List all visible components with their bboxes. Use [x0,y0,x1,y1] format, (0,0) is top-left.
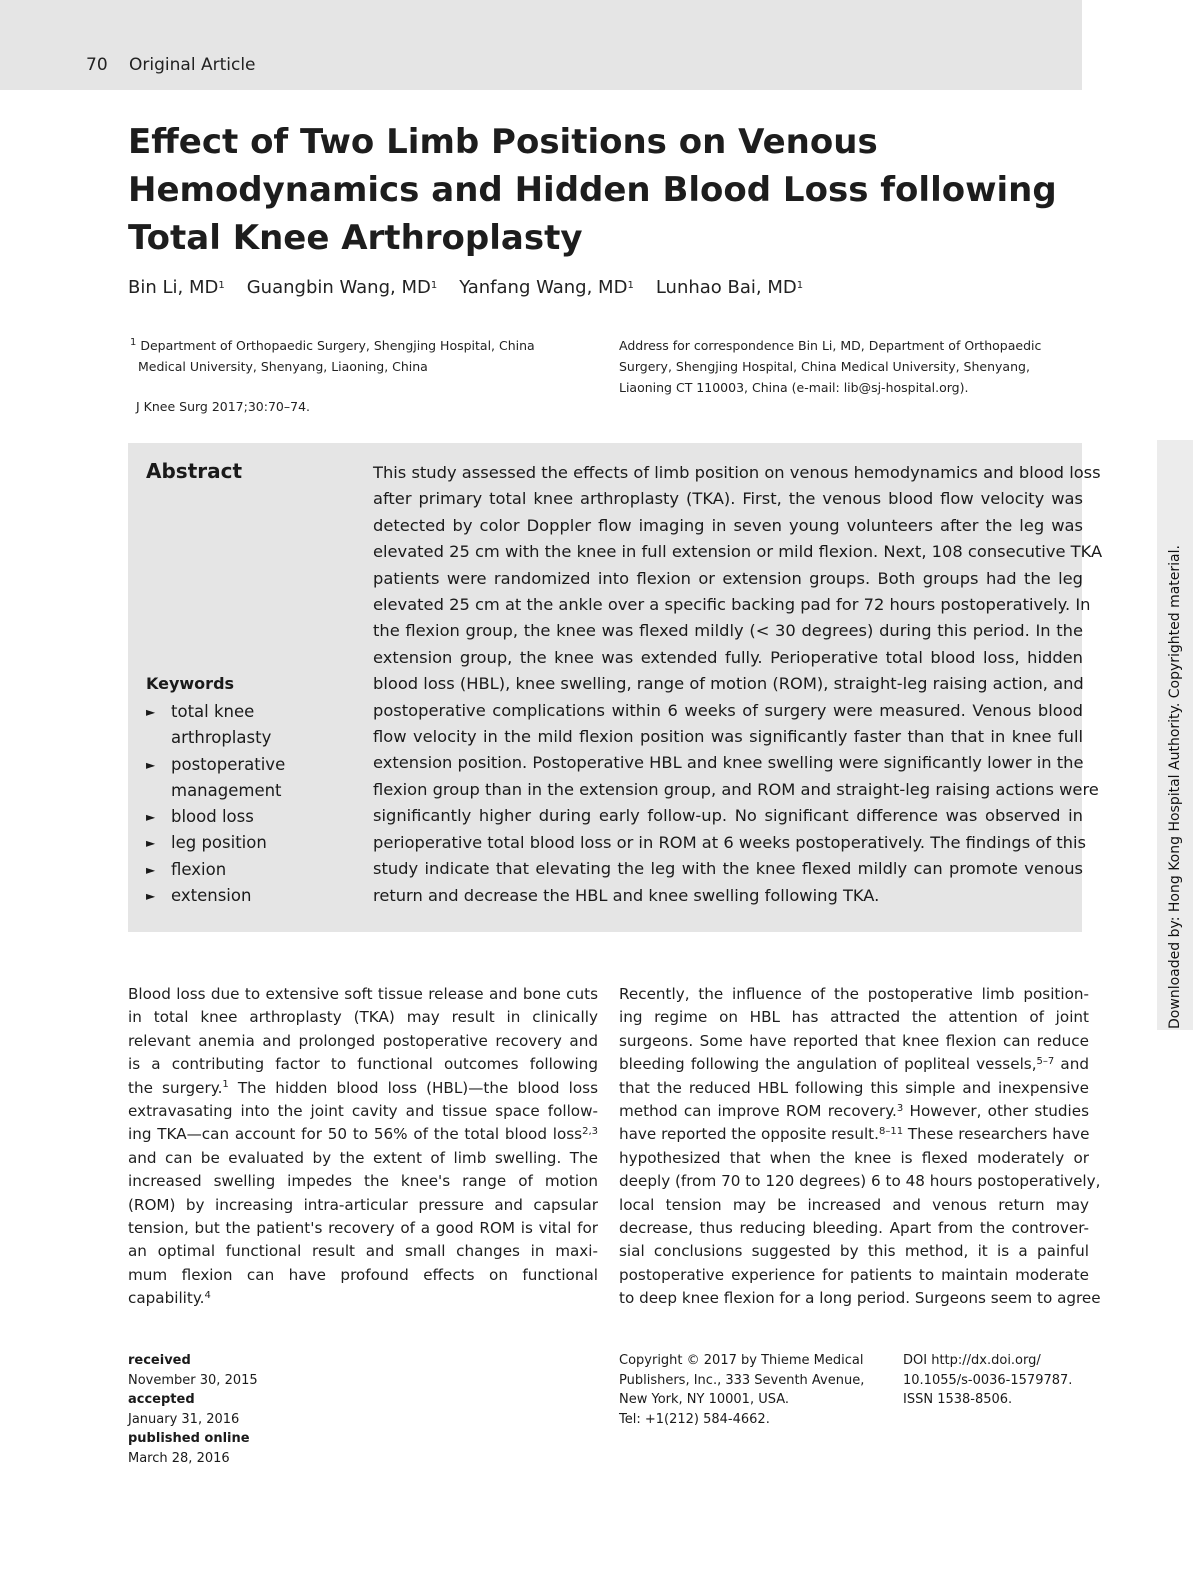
keyword-item [146,699,346,752]
correspondence-line: Surgery, Shengjing Hospital, China Medical University, Shenyang, [619,359,1030,374]
date-value: March 28, 2016 [128,1450,230,1466]
body-text: extravasating into the joint cavity and tissue space follow- [128,1102,598,1121]
citation-ref: 3 [896,1102,904,1114]
abstract-line: elevated 25 cm with the knee in full extension or mild flexion. Next, 108 consecutive TKA [373,542,1103,562]
abstract-line: significantly higher during early follow-up. No significant difference was observed in [373,806,1083,826]
affiliation-text: Medical University, Shenyang, Liaoning, China [138,359,428,374]
body-text: increased swelling impedes the knee's range of motion [128,1172,598,1191]
affiliation-line [130,335,590,356]
body-text: an optimal functional result and small changes in maxi- [128,1242,598,1261]
body-column-right [619,983,1101,1311]
body-text: decrease, thus reducing bleeding. Apart from the controver- [619,1219,1089,1238]
abstract-line: study indicate that elevating the leg with the knee flexed mildly can promote venous [373,859,1083,879]
affiliation-line [130,356,590,377]
body-line [619,1287,1101,1310]
title-line: Effect of Two Limb Positions on Venous [128,122,878,162]
journal-reference: J Knee Surg 2017;30:70–74. [136,399,310,414]
copyright-notice [619,1351,864,1429]
author [247,277,438,298]
doi-line: DOI http://dx.doi.org/ [903,1353,1041,1368]
body-text: sial conclusions suggested by this method, it is a painful [619,1242,1089,1261]
citation-ref: 2,3 [582,1125,598,1137]
abstract-text [373,460,1103,909]
body-line [128,1123,598,1146]
abstract-line: patients were randomized into flexion or extension groups. Both groups had the leg [373,568,1083,588]
author [656,277,803,298]
abstract-line: This study assessed the effects of limb position on venous hemodynamics and blood loss [373,463,1101,482]
keyword-text: total knee [171,702,255,721]
body-line [619,1264,1089,1287]
body-text: Blood loss due to extensive soft tissue release and bone cuts [128,985,598,1003]
body-text: capability. [128,1289,205,1308]
body-line [619,1240,1089,1263]
body-text: is a contributing factor to functional outcomes following [128,1055,598,1074]
body-line [128,1077,598,1100]
body-line [619,1100,1089,1123]
author-name: Bin Li, MD [128,277,219,298]
date-label: published online [128,1431,250,1447]
body-text: local tension may be increased and venous return may [619,1195,1089,1214]
body-text: tension, but the patient's recovery of a good ROM is vital for [128,1219,598,1238]
body-line [619,1053,1089,1076]
body-text: bleeding following the angulation of popliteal vessels, [619,1055,1037,1074]
body-line [128,1006,598,1029]
keyword-item [146,830,346,856]
body-text: in total knee arthroplasty (TKA) may result in clinically [128,1008,598,1027]
arrow-bullet-icon: ► [146,705,156,719]
citation-ref: 8–11 [878,1125,904,1137]
abstract-line: extension position. Postoperative HBL and knee swelling were significantly lower in the [373,753,1084,773]
abstract-line: blood loss (HBL), knee swelling, range of motion (ROM), straight-leg raising action, and [373,674,1084,694]
article-title [128,118,1057,262]
correspondence-address [619,335,1089,398]
abstract-line: perioperative total blood loss or in ROM at 6 weeks postoperatively. The findings of this [373,832,1086,852]
body-line [128,1240,598,1263]
body-line [128,1170,598,1193]
body-line [128,1030,598,1053]
title-line: Hemodynamics and Hidden Blood Loss following [128,170,1057,210]
download-watermark: Downloaded by: Hong Kong Hospital Authority. Copyrighted material. [1167,545,1183,1029]
body-text: These researchers have [903,1125,1090,1144]
keyword-text: arthroplasty [171,728,272,748]
keyword-list [146,699,346,909]
body-text: mum flexion can have profound effects on functional [128,1265,598,1284]
doi-info [903,1351,1072,1410]
body-line [128,1100,598,1123]
keywords-heading: Keywords [146,674,235,693]
abstract-line: postoperative complications within 6 weeks of surgery were measured. Venous blood [373,700,1083,720]
arrow-bullet-icon: ► [146,757,156,772]
author [128,277,225,298]
keyword-text: extension [171,886,252,906]
body-line [619,1147,1089,1170]
keyword-text: leg position [171,833,267,853]
author-affiliation-mark: 1 [796,279,804,291]
abstract-line: flow velocity in the mild flexion position was significantly faster than that in knee full [373,727,1083,747]
body-text: The hidden blood loss (HBL)—the blood loss [228,1078,598,1097]
body-text: hypothesized that when the knee is flexed moderately or [619,1148,1089,1167]
body-text: have reported the opposite result. [619,1125,879,1144]
citation-ref: 4 [204,1289,211,1301]
body-column-left [128,983,598,1311]
date-label: accepted [128,1392,195,1408]
author-name: Lunhao Bai, MD [655,277,797,298]
abstract-heading: Abstract [146,459,243,483]
correspondence-line: Liaoning CT 110003, China (e-mail: lib@sj-hospital.org). [619,380,969,395]
body-line [619,1006,1089,1029]
body-line [619,983,1089,1006]
body-line [128,1053,598,1076]
keyword-text: postoperative [171,754,286,774]
doi-line: 10.1055/s-0036-1579787. [903,1372,1073,1388]
citation-ref: 5–7 [1036,1055,1055,1067]
body-line [128,1217,598,1240]
body-text: (ROM) by increasing intra-articular pressure and capsular [128,1195,598,1214]
body-line [128,1147,598,1170]
running-header [86,55,256,75]
body-text: Recently, the influence of the postoperative limb position- [619,985,1089,1003]
abstract-line: the flexion group, the knee was flexed mildly (< 30 degrees) during this period. In the [373,621,1083,641]
author-affiliation-mark: 1 [627,279,634,291]
keyword-text: management [171,780,282,800]
body-line [128,1194,598,1217]
body-text: surgeons. Some have reported that knee flexion can reduce [619,1031,1089,1050]
author-name: Guangbin Wang, MD [246,277,431,298]
body-text: to deep knee flexion for a long period. Surgeons seem to agree [619,1289,1101,1308]
body-line [128,1287,598,1310]
article-dates [128,1351,258,1469]
body-line [619,1170,1101,1193]
arrow-bullet-icon: ► [146,810,156,825]
arrow-bullet-icon: ► [146,889,156,904]
section-label: Original Article [129,55,256,75]
body-text: method can improve ROM recovery. [619,1102,897,1121]
abstract-line: detected by color Doppler flow imaging in seven young volunteers after the leg was [373,515,1083,535]
affiliation-mark: 1 [130,336,137,348]
date-label: received [128,1353,191,1368]
copyright-line: Tel: +1(212) 584-4662. [619,1411,770,1427]
author-name: Yanfang Wang, MD [459,277,628,298]
keyword-text: blood loss [171,807,254,827]
header-band [0,0,1082,90]
abstract-line: extension group, the knee was extended fully. Perioperative total blood loss, hidden [373,647,1083,667]
keyword-item [146,857,346,883]
abstract-line: after primary total knee arthroplasty (TKA). First, the venous blood flow velocity was [373,489,1083,509]
body-text: However, other studies [903,1102,1089,1121]
abstract-line: return and decrease the HBL and knee swelling following TKA. [373,885,880,905]
body-line [619,1217,1089,1240]
arrow-bullet-icon: ► [146,836,156,851]
arrow-bullet-icon: ► [146,862,156,877]
author-list [128,277,825,298]
correspondence-line: Address for correspondence Bin Li, MD, Department of Orthopaedic [619,338,1042,353]
affiliation [130,335,590,377]
body-text: the surgery. [128,1078,223,1097]
body-text: deeply (from 70 to 120 degrees) 6 to 48 hours postoperatively, [619,1172,1101,1191]
author [459,277,634,298]
affiliation-text: Department of Orthopaedic Surgery, Shengjing Hospital, China [140,338,535,353]
body-line [619,1123,1089,1146]
copyright-line: New York, NY 10001, USA. [619,1392,790,1408]
body-text: that the reduced HBL following this simple and inexpensive [619,1078,1089,1097]
body-line [128,1264,598,1287]
body-text: and [1054,1055,1089,1074]
body-line [128,983,598,1006]
abstract-line: flexion group than in the extension group, and ROM and straight-leg raising actions were [373,779,1099,799]
title-line: Total Knee Arthroplasty [128,218,583,258]
keyword-item [146,804,346,830]
abstract-line: elevated 25 cm at the ankle over a specific backing pad for 72 hours postoperatively. In [373,595,1091,615]
body-text: ing TKA—can account for 50 to 56% of the total blood loss [128,1125,583,1144]
author-affiliation-mark: 1 [430,279,438,291]
copyright-line: Publishers, Inc., 333 Seventh Avenue, [619,1372,865,1388]
body-line [619,1030,1089,1053]
page-number: 70 [86,55,108,75]
body-line [619,1077,1089,1100]
keyword-item [146,883,346,909]
doi-line: ISSN 1538-8506. [903,1392,1013,1408]
body-line [619,1194,1089,1217]
citation-ref: 1 [222,1079,229,1091]
copyright-line: Copyright © 2017 by Thieme Medical [619,1353,864,1368]
date-value: January 31, 2016 [128,1411,240,1427]
keyword-text: flexion [171,859,227,879]
body-text: postoperative experience for patients to maintain moderate [619,1265,1089,1284]
author-affiliation-mark: 1 [218,279,225,291]
body-text: and can be evaluated by the extent of limb swelling. The [128,1148,598,1167]
date-value: November 30, 2015 [128,1372,258,1388]
body-text: relevant anemia and prolonged postoperative recovery and [128,1031,598,1050]
keyword-item [146,752,346,805]
body-text: ing regime on HBL has attracted the attention of joint [619,1008,1089,1027]
